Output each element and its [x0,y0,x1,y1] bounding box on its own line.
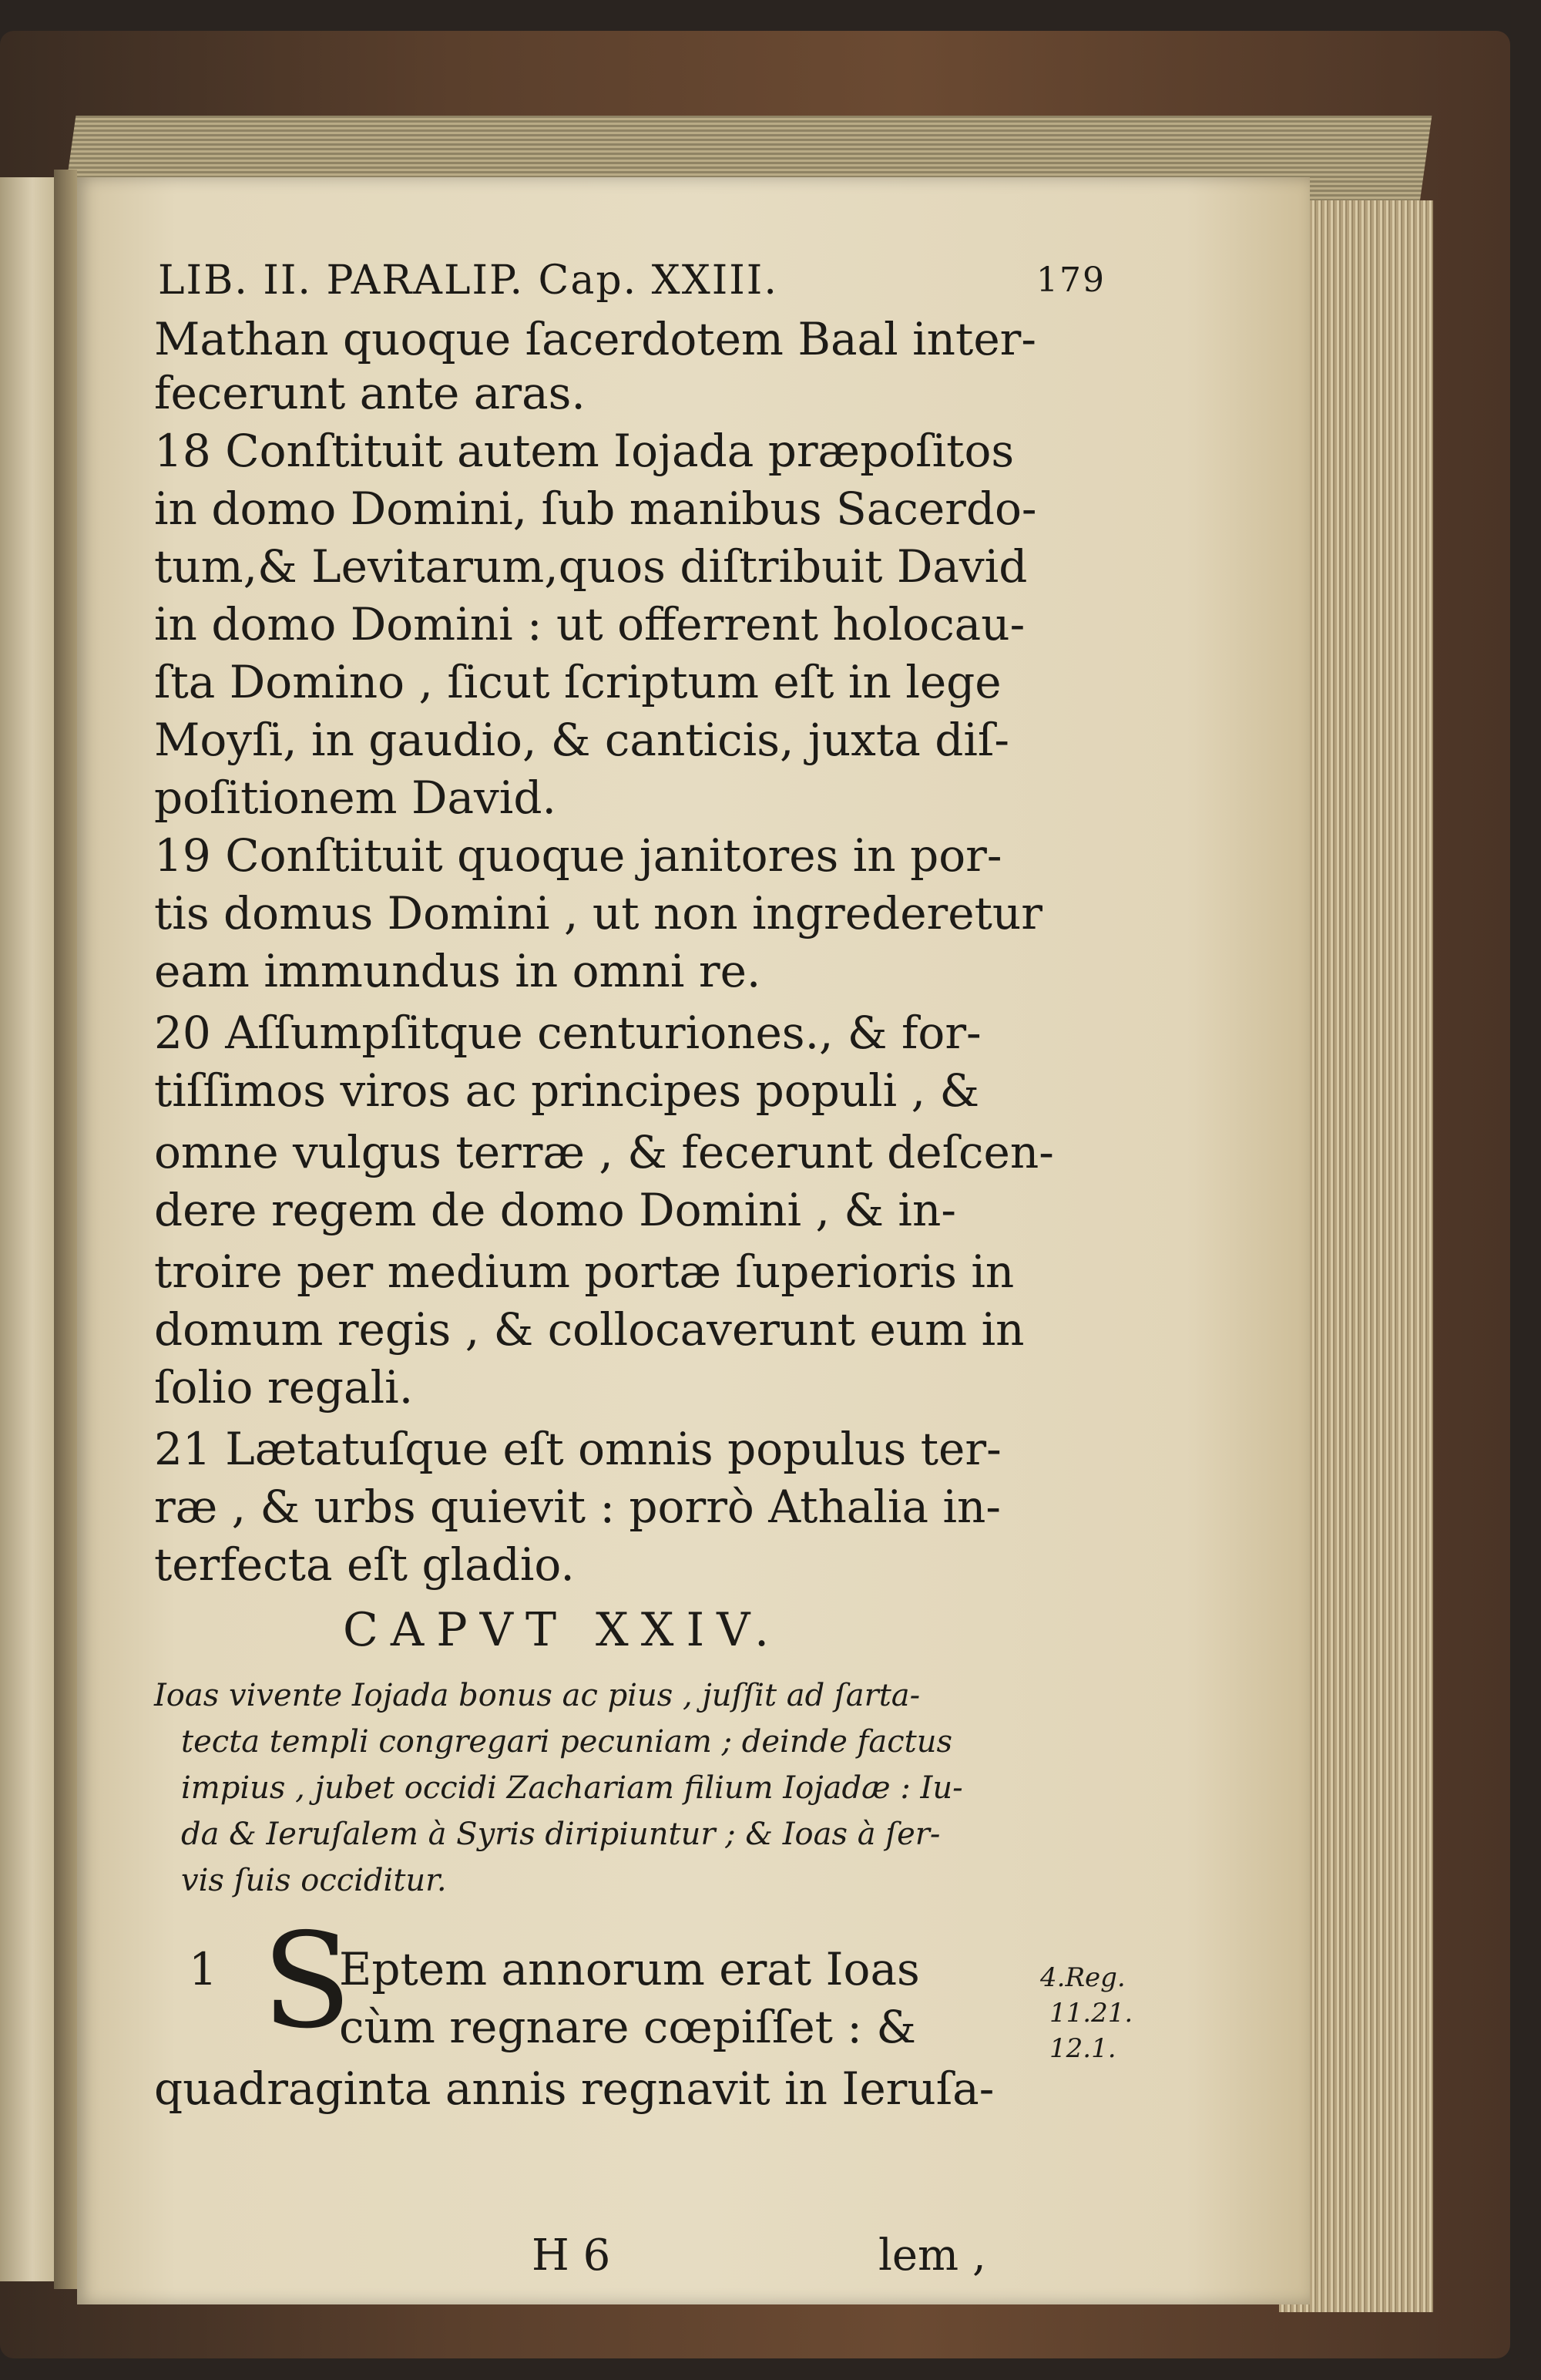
text-line: poſitionem David. [154,771,556,824]
page-number: 179 [1036,261,1106,300]
text-line: ræ , & urbs quievit : porrò Athalia in- [154,1481,1001,1533]
text-line: Mathan quoque ſacerdotem Baal inter- [154,313,1036,365]
running-head [158,257,1106,304]
text-line: fecerunt ante aras. [154,367,586,419]
text-line: ſolio regali. [154,1361,414,1414]
signature-mark: H 6 [532,2230,611,2281]
left-page-edge [0,177,54,2281]
text-line: ſta Domino , ſicut ſcriptum eſt in lege [154,656,1002,708]
text-line: eam immundus in omni re. [154,945,761,997]
text-line: domum regis , & collocaverunt eum in [154,1303,1025,1356]
text-line: Moyſi, in gaudio, & canticis, juxta diſ- [154,714,1009,766]
text-line: 19 Conſtituit quoque janitores in por- [154,829,1002,882]
summary-line: tecta templi congregari pecuniam ; deinde factus [181,1724,953,1760]
text-line: tis domus Domini , ut non ingrederetur [154,887,1042,940]
text-line: in domo Domini, ſub manibus Sacerdo- [154,482,1037,535]
margin-note-ref: 4.Reg. [1040,1962,1126,1993]
verse-number: 1 [189,1943,217,1995]
summary-line: impius , jubet occidi Zachariam filium Iojadæ : Iu- [181,1770,963,1806]
text-line: 21 Lætatuſque eſt omnis populus ter- [154,1423,1002,1475]
margin-note-line: 12.1. [1049,2033,1116,2064]
text-line: tum,& Levitarum,quos diſtribuit David [154,540,1028,593]
summary-line: Ioas vivente Iojada bonus ac pius , juſſit ad ſarta- [154,1678,921,1713]
text-line: in domo Domini : ut offerrent holocau- [154,598,1026,650]
chapter-heading: CAPVT XXIV. [343,1603,782,1657]
running-head-title: LIB. II. PARALIP. Cap. XXIII. [158,257,778,304]
text-line: Eptem annorum erat Ioas [339,1943,920,1995]
text-line: cùm regnare cœpiſſet : & [339,2001,916,2053]
book-gutter [54,170,77,2289]
text-line: 20 Aſſumpſitque centuriones., & for- [154,1007,982,1059]
text-line: omne vulgus terræ , & fecerunt deſcen- [154,1126,1054,1178]
text-line: quadraginta annis regnavit in Ieruſa- [154,2062,995,2115]
summary-line: da & Ieruſalem à Syris diripiuntur ; & Ioas à ſer- [181,1817,941,1852]
catchword: lem , [878,2230,986,2281]
drop-cap: S [262,1905,352,2058]
margin-note-line: 11.21. [1049,1998,1133,2029]
text-line: 18 Conſtituit autem Iojada præpoſitos [154,425,1015,477]
text-line: terfecta eſt gladio. [154,1538,575,1591]
right-page [77,177,1310,2304]
text-line: troire per medium portæ ſuperioris in [154,1245,1015,1298]
summary-line: vis ſuis occiditur. [181,1863,447,1898]
text-line: tiſſimos viros ac principes populi , & [154,1064,980,1117]
text-line: dere regem de domo Domini , & in- [154,1184,956,1236]
